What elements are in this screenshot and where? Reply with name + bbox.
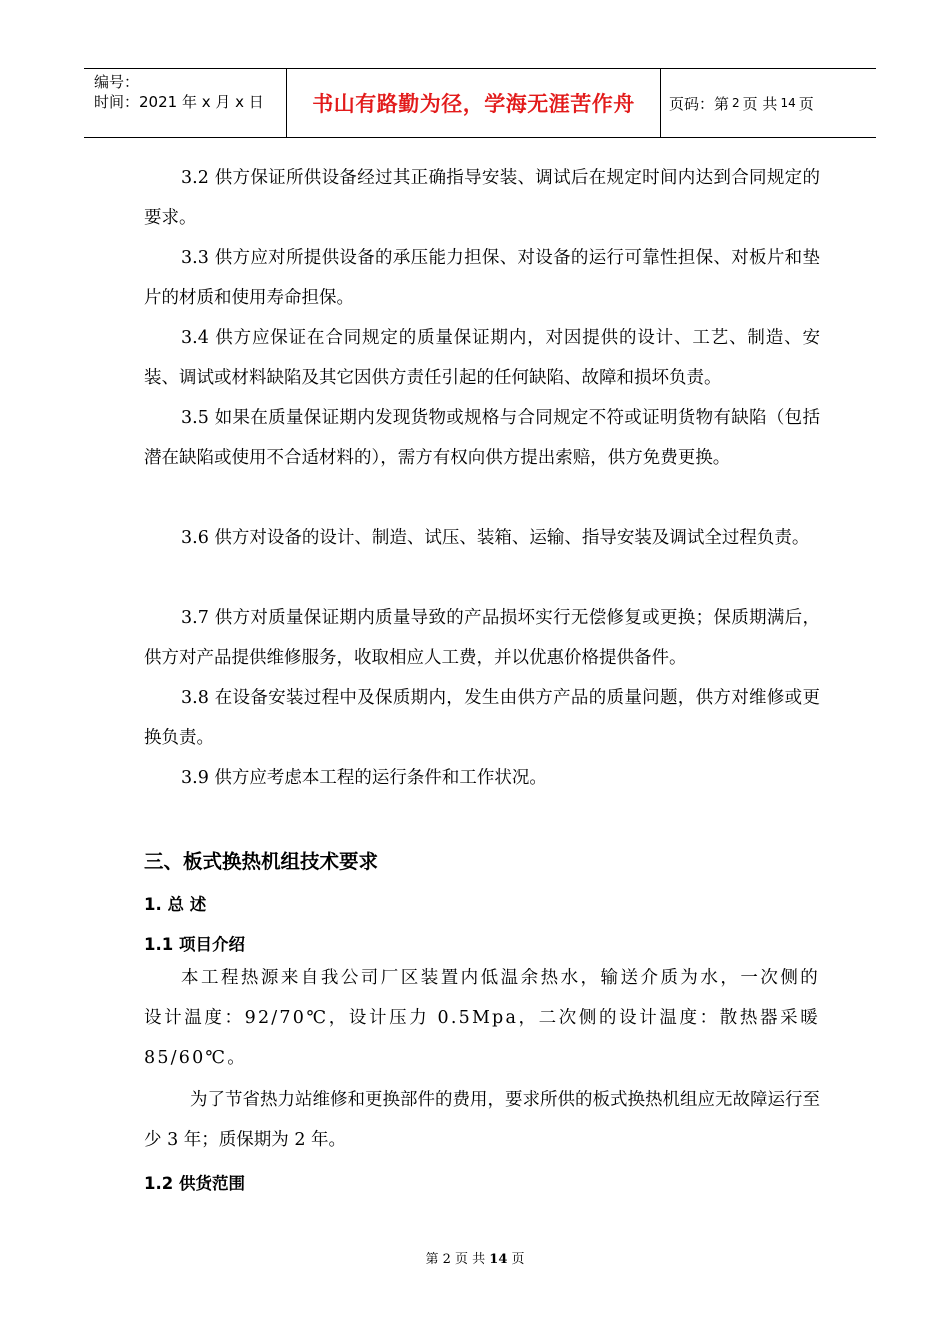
clause-3-8: 3.8 在设备安装过程中及保质期内，发生由供方产品的质量问题，供方对维修或更换负责。 — [144, 688, 820, 748]
intro-paragraph-1: 本工程热源来自我公司厂区装置内低温余热水，输送介质为水，一次侧的设计温度：92/70℃，设计压力 0.5Mpa，二次侧的设计温度：散热器采暖85/60℃。 — [144, 968, 820, 1068]
section-title: 三、板式换热机组技术要求 — [144, 850, 379, 873]
subsection-project-intro: 1.1 项目介绍 — [144, 935, 245, 954]
page-middle: 页 共 — [742, 94, 778, 113]
clause-3-4: 3.4 供方应保证在合同规定的质量保证期内，对因提供的设计、工艺、制造、安装、调试或材料缺陷及其它因供方责任引起的任何缺陷、故障和损坏负责。 — [144, 328, 820, 388]
intro-paragraph-2: 为了节省热力站维修和更换部件的费用，要求所供的板式换热机组应无故障运行至少 3 年；质保期为 2 年。 — [144, 1090, 820, 1150]
clause-3-3: 3.3 供方应对所提供设备的承压能力担保、对设备的运行可靠性担保、对板片和垫片的材质和使用寿命担保。 — [144, 248, 820, 308]
subsection-overview: 1. 总 述 — [144, 895, 207, 914]
page-suffix: 页 — [798, 94, 814, 113]
footer-current: 2 — [442, 1252, 451, 1267]
header-motto-cell — [287, 69, 661, 137]
header-page-info — [661, 69, 876, 137]
page-prefix: 页码：第 — [669, 94, 730, 113]
clause-3-7: 3.7 供方对质量保证期内质量导致的产品损坏实行无偿修复或更换；保质期满后，供方对产品提供维修服务，收取相应人工费，并以优惠价格提供备件。 — [144, 608, 820, 668]
date-label: 时间：2021 年 x 月 x 日 — [94, 93, 264, 111]
page-current: 2 — [732, 96, 740, 110]
number-label: 编号： — [94, 73, 140, 91]
footer-total: 14 — [489, 1252, 508, 1267]
clause-3-2: 3.2 供方保证所供设备经过其正确指导安装、调试后在规定时间内达到合同规定的要求。 — [144, 168, 820, 228]
footer-prefix: 第 — [425, 1252, 439, 1267]
header-motto: 书山有路勤为径，学海无涯苦作舟 — [312, 92, 635, 116]
header-meta — [84, 69, 287, 137]
subsection-supply-scope: 1.2 供货范围 — [144, 1174, 245, 1193]
page-header — [84, 68, 876, 138]
clause-3-9: 3.9 供方应考虑本工程的运行条件和工作状况。 — [181, 768, 547, 788]
footer-middle: 页 共 — [455, 1252, 486, 1267]
page-total: 14 — [780, 96, 796, 110]
clause-3-6: 3.6 供方对设备的设计、制造、试压、装箱、运输、指导安装及调试全过程负责。 — [181, 528, 810, 548]
clause-3-5: 3.5 如果在质量保证期内发现货物或规格与合同规定不符或证明货物有缺陷（包括潜在缺陷或使用不合适材料的），需方有权向供方提出索赔，供方免费更换。 — [144, 408, 820, 468]
page-footer — [0, 1248, 950, 1267]
footer-suffix: 页 — [511, 1252, 525, 1267]
